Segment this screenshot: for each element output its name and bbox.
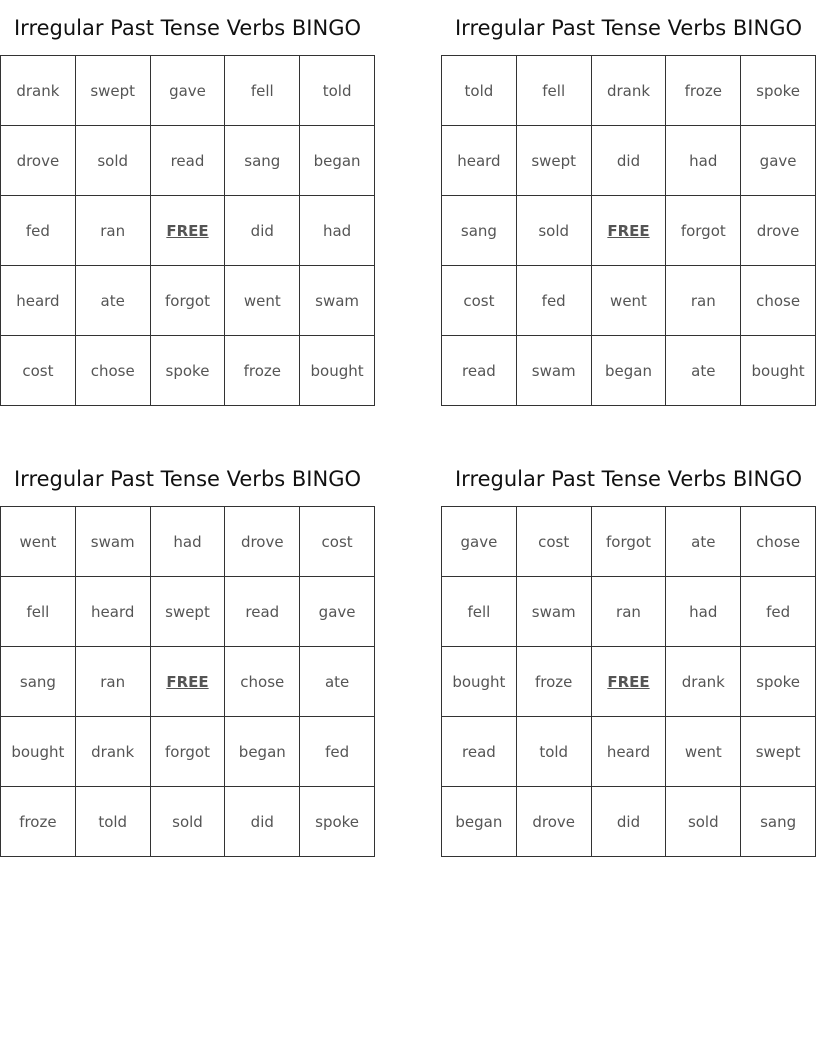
bingo-cell: spoke xyxy=(741,647,816,717)
bingo-cell: sold xyxy=(151,787,226,857)
bingo-cell: cost xyxy=(442,266,517,336)
free-space-cell: FREE xyxy=(592,196,667,266)
bingo-cell: fed xyxy=(1,196,76,266)
bingo-cell: froze xyxy=(225,336,300,406)
free-space-cell: FREE xyxy=(592,647,667,717)
bingo-cell: went xyxy=(666,717,741,787)
bingo-cell: heard xyxy=(76,577,151,647)
bingo-cell: spoke xyxy=(300,787,375,857)
bingo-cell: told xyxy=(300,56,375,126)
bingo-cell: gave xyxy=(151,56,226,126)
bingo-cell: spoke xyxy=(741,56,816,126)
bingo-cell: ran xyxy=(76,647,151,717)
bingo-cell: forgot xyxy=(666,196,741,266)
bingo-cell: forgot xyxy=(151,717,226,787)
bingo-cell: swept xyxy=(151,577,226,647)
bingo-cell: drank xyxy=(666,647,741,717)
bingo-cell: drove xyxy=(1,126,76,196)
bingo-cell: drank xyxy=(1,56,76,126)
bingo-cell: heard xyxy=(592,717,667,787)
bingo-cell: bought xyxy=(1,717,76,787)
bingo-cell: chose xyxy=(225,647,300,717)
bingo-cell: drove xyxy=(517,787,592,857)
bingo-cell: swept xyxy=(76,56,151,126)
bingo-cell: heard xyxy=(1,266,76,336)
bingo-cell: did xyxy=(592,126,667,196)
bingo-cell: did xyxy=(592,787,667,857)
bingo-cell: fed xyxy=(300,717,375,787)
bingo-cell: had xyxy=(300,196,375,266)
bingo-cell: sang xyxy=(741,787,816,857)
bingo-cell: bought xyxy=(741,336,816,406)
bingo-cell: spoke xyxy=(151,336,226,406)
bingo-cell: gave xyxy=(442,507,517,577)
bingo-cell: told xyxy=(517,717,592,787)
bingo-cell: swam xyxy=(517,336,592,406)
bingo-cell: cost xyxy=(517,507,592,577)
bingo-cell: sang xyxy=(442,196,517,266)
bingo-cell: read xyxy=(442,717,517,787)
bingo-cell: sold xyxy=(517,196,592,266)
bingo-cell: swam xyxy=(517,577,592,647)
bingo-cell: bought xyxy=(442,647,517,717)
bingo-card xyxy=(0,0,375,380)
bingo-cell: froze xyxy=(1,787,76,857)
bingo-cell: chose xyxy=(76,336,151,406)
bingo-cell: began xyxy=(592,336,667,406)
bingo-cell: chose xyxy=(741,266,816,336)
card-title: Irregular Past Tense Verbs BINGO xyxy=(454,467,802,491)
bingo-cell: drank xyxy=(76,717,151,787)
bingo-cell: ate xyxy=(76,266,151,336)
bingo-cell: began xyxy=(225,717,300,787)
bingo-card xyxy=(441,0,816,380)
bingo-cell: drove xyxy=(225,507,300,577)
bingo-cell: began xyxy=(300,126,375,196)
bingo-cell: fell xyxy=(442,577,517,647)
bingo-cell: bought xyxy=(300,336,375,406)
card-title: Irregular Past Tense Verbs BINGO xyxy=(13,467,361,491)
bingo-cell: did xyxy=(225,787,300,857)
bingo-cell: forgot xyxy=(592,507,667,577)
bingo-cell: gave xyxy=(300,577,375,647)
bingo-cell: ate xyxy=(300,647,375,717)
bingo-cell: went xyxy=(592,266,667,336)
free-space-cell: FREE xyxy=(151,647,226,717)
bingo-cell: cost xyxy=(1,336,76,406)
bingo-cell: ate xyxy=(666,336,741,406)
bingo-card xyxy=(0,451,375,831)
bingo-cell: went xyxy=(225,266,300,336)
bingo-cell: read xyxy=(442,336,517,406)
bingo-grid xyxy=(0,55,375,406)
bingo-cell: sold xyxy=(76,126,151,196)
bingo-cell: cost xyxy=(300,507,375,577)
bingo-cell: sang xyxy=(225,126,300,196)
bingo-cell: sang xyxy=(1,647,76,717)
bingo-cell: chose xyxy=(741,507,816,577)
bingo-cell: ran xyxy=(76,196,151,266)
card-title: Irregular Past Tense Verbs BINGO xyxy=(454,16,802,40)
bingo-cell: had xyxy=(666,126,741,196)
bingo-cell: told xyxy=(76,787,151,857)
bingo-cell: froze xyxy=(666,56,741,126)
bingo-cell: drank xyxy=(592,56,667,126)
bingo-cell: drove xyxy=(741,196,816,266)
bingo-cell: heard xyxy=(442,126,517,196)
bingo-cell: gave xyxy=(741,126,816,196)
bingo-cell: ran xyxy=(666,266,741,336)
free-space-cell: FREE xyxy=(151,196,226,266)
bingo-grid xyxy=(0,506,375,857)
bingo-cell: ate xyxy=(666,507,741,577)
card-title: Irregular Past Tense Verbs BINGO xyxy=(13,16,361,40)
bingo-cell: fell xyxy=(517,56,592,126)
bingo-cell: swept xyxy=(741,717,816,787)
bingo-cell: fell xyxy=(225,56,300,126)
bingo-cell: did xyxy=(225,196,300,266)
bingo-cell: swept xyxy=(517,126,592,196)
bingo-cell: had xyxy=(666,577,741,647)
bingo-cell: sold xyxy=(666,787,741,857)
bingo-cell: began xyxy=(442,787,517,857)
bingo-cell: swam xyxy=(300,266,375,336)
bingo-cell: fell xyxy=(1,577,76,647)
bingo-cell: had xyxy=(151,507,226,577)
bingo-cell: fed xyxy=(517,266,592,336)
bingo-cell: fed xyxy=(741,577,816,647)
bingo-cell: swam xyxy=(76,507,151,577)
bingo-cell: forgot xyxy=(151,266,226,336)
bingo-card xyxy=(441,451,816,831)
bingo-cell: ran xyxy=(592,577,667,647)
bingo-cell: read xyxy=(225,577,300,647)
bingo-cell: told xyxy=(442,56,517,126)
bingo-grid xyxy=(441,506,816,857)
bingo-cell: went xyxy=(1,507,76,577)
bingo-grid xyxy=(441,55,816,406)
bingo-cell: froze xyxy=(517,647,592,717)
bingo-cell: read xyxy=(151,126,226,196)
